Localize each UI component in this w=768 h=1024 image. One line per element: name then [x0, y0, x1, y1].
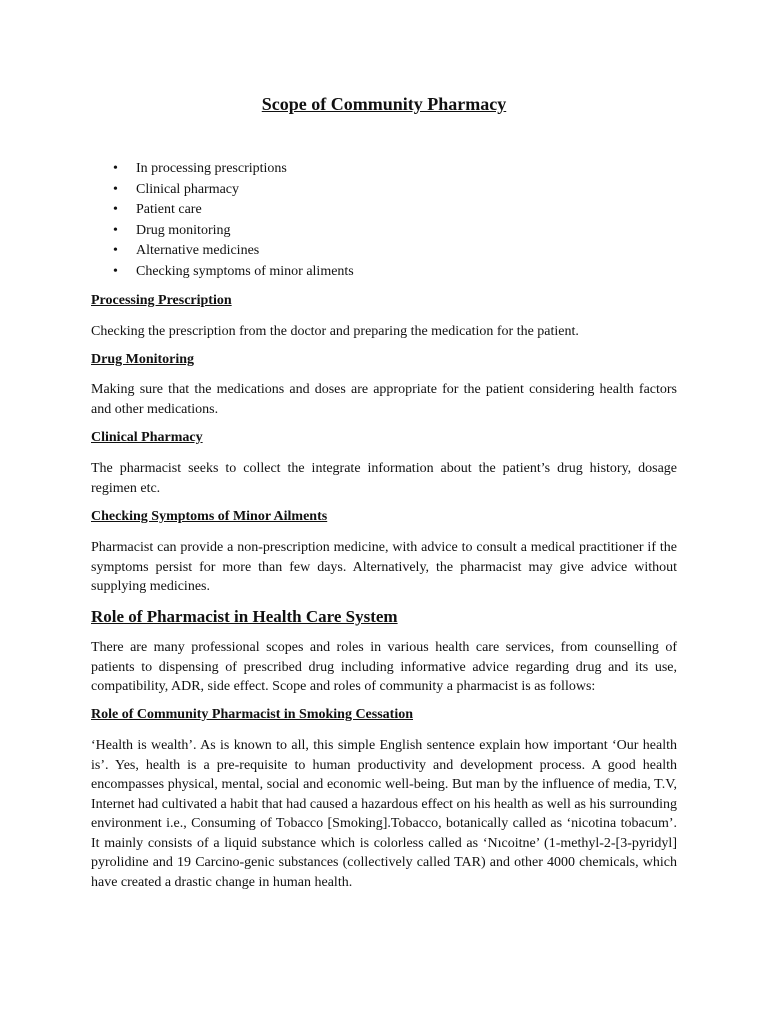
drug-monitoring-heading: Drug Monitoring — [91, 352, 195, 367]
smoking-cessation-text: ‘Health is wealth’. As is known to all, this simple English sentence explain how important ‘Our health is’. Yes, health is a pre-requisite to human productivity and development process. A good health encompasses physical, mental, social and economic well-being. But man by the influence of media, T.V, Internet had cultivated a habit that had caused a hazardous effect on his health as well as his surrounding environment i.e., Consuming of Tobacco [Smoking].Tobacco, botanically called as ‘nicotina tobacum’. It mainly consists of a liquid substance which is colorless called as ‘Nıcoitne’ (1-methyl-2-[3-pyridyl] pyrolidine and 19 Carcino-genic substances (collectively called TAR) and other 4000 chemicals, which have created a drastic change in human health. — [91, 738, 677, 890]
minor-ailments-text: Pharmacist can provide a non-prescription medicine, with advice to consult a medical practitioner if the symptoms persist for more than few days. Alternatively, the pharmacist may give advice without supplying medicines. — [91, 540, 677, 594]
processing-prescription-text: Checking the prescription from the doctor and preparing the medication for the patient. — [91, 324, 579, 339]
role-text: There are many professional scopes and roles in various health care services, from counselling of patients to dispensing of prescribed drug including informative advice regarding drug and its use, compatibility, ADR, side effect. Scope and roles of community a pharmacist is as follows: — [91, 640, 677, 694]
list-item: • Clinical pharmacy — [110, 180, 354, 201]
list-item: • Patient care — [110, 200, 354, 221]
clinical-pharmacy-heading: Clinical Pharmacy — [91, 430, 203, 445]
scope-bullet-list — [110, 159, 354, 283]
processing-prescription-heading: Processing Prescription — [91, 293, 232, 308]
list-item: • Checking symptoms of minor aliments — [110, 262, 354, 283]
role-heading: Role of Pharmacist in Health Care System — [91, 607, 398, 626]
clinical-pharmacy-text: The pharmacist seeks to collect the integrate information about the patient’s drug history, dosage regimen etc. — [91, 461, 677, 496]
minor-ailments-heading: Checking Symptoms of Minor Ailments — [91, 509, 328, 524]
smoking-cessation-heading: Role of Community Pharmacist in Smoking Cessation — [91, 707, 414, 722]
page-title: Scope of Community Pharmacy — [261, 94, 507, 114]
list-item: • Alternative medicines — [110, 241, 354, 262]
list-item: • Drug monitoring — [110, 221, 354, 242]
drug-monitoring-text: Making sure that the medications and doses are appropriate for the patient considering health factors and other medications. — [91, 382, 677, 417]
list-item: • In processing prescriptions — [110, 159, 354, 180]
